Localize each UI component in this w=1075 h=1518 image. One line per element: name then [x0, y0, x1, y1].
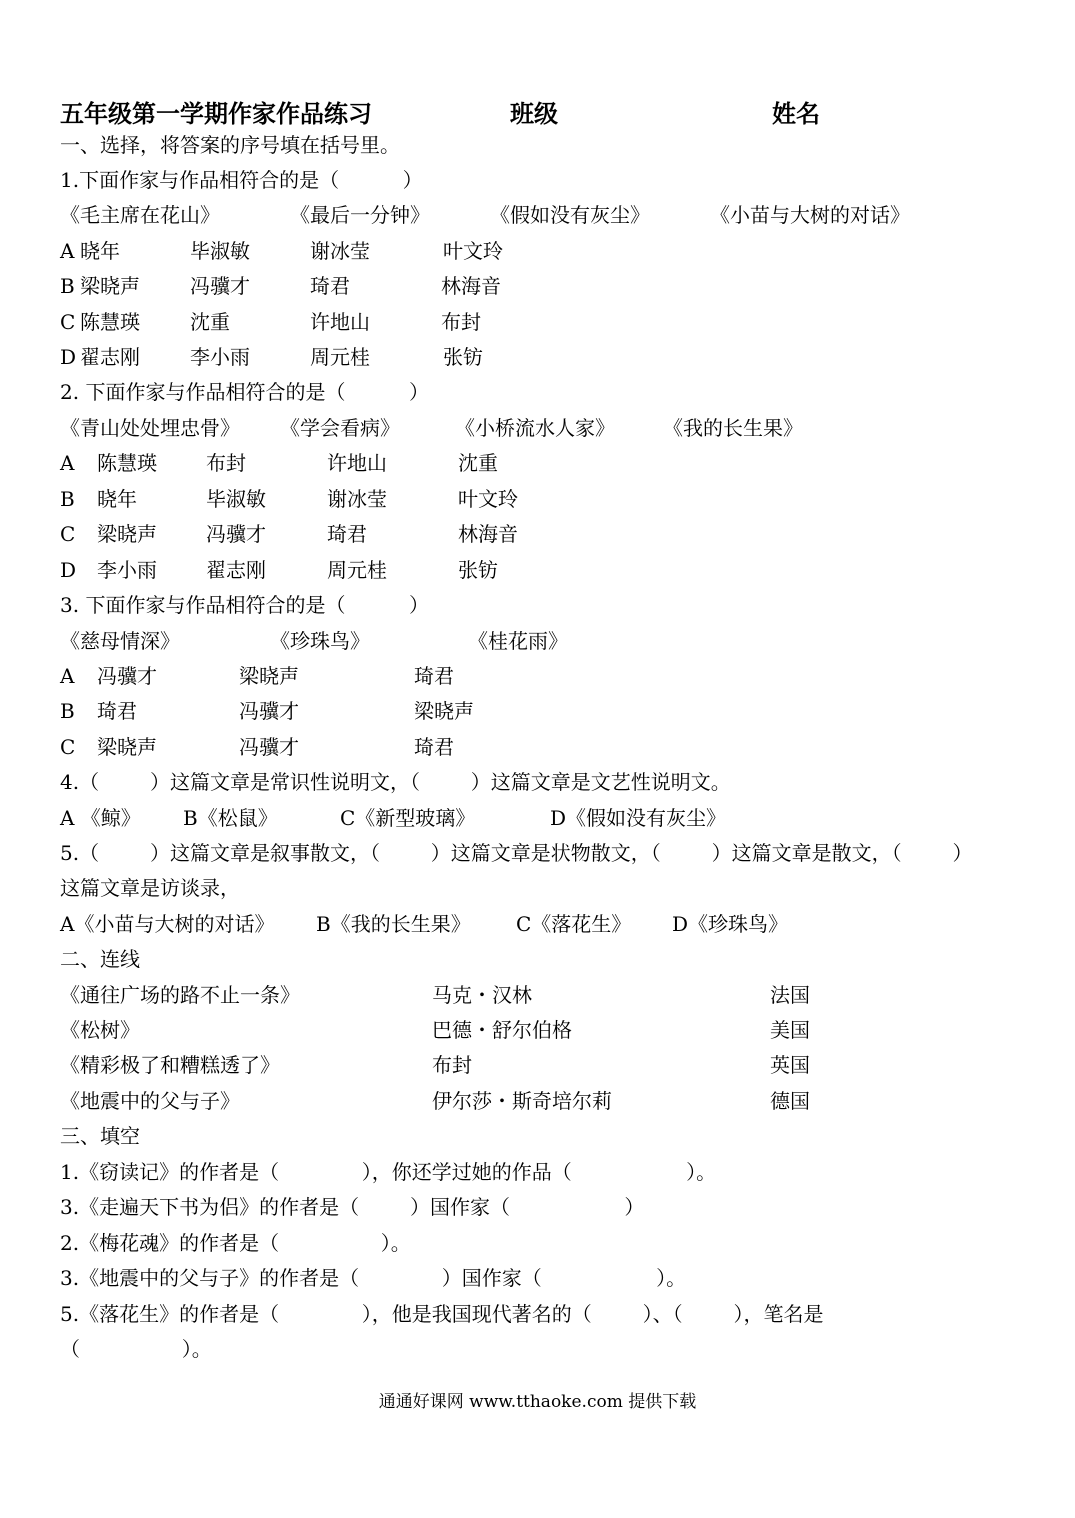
- q4-option: B《松鼠》: [183, 806, 278, 830]
- option-name: 李小雨: [190, 345, 250, 369]
- section2-heading: 二、连线: [60, 947, 140, 971]
- q1-work: 《毛主席在花山》: [60, 203, 220, 227]
- option-letter: A: [60, 451, 75, 475]
- section1-heading: 一、选择，将答案的序号填在括号里。: [60, 133, 400, 157]
- option-name: 张钫: [443, 345, 483, 369]
- q5-option: C《落花生》: [516, 912, 632, 936]
- matching-work: 《松树》: [60, 1018, 140, 1042]
- option-name: 陈慧瑛: [97, 451, 157, 475]
- option-name: 陈慧瑛: [80, 310, 140, 334]
- fill-blank-item: 3.《走遍天下书为侣》的作者是（ ）国作家（ ）: [60, 1195, 645, 1219]
- q4-option: A 《鲸》: [60, 806, 141, 830]
- q3-work: 《桂花雨》: [468, 629, 568, 653]
- fill-blank-item: 2.《梅花魂》的作者是（ ）。: [60, 1231, 411, 1255]
- option-name: 冯骥才: [190, 274, 250, 298]
- matching-author: 马克・汉林: [432, 983, 532, 1007]
- fill-blank-item-5-line2: （ ）。: [60, 1337, 212, 1361]
- q1-work: 《假如没有灰尘》: [490, 203, 650, 227]
- option-name: 梁晓声: [239, 664, 299, 688]
- matching-country: 德国: [770, 1089, 810, 1113]
- option-name: 叶文玲: [458, 487, 518, 511]
- q5-option: A《小苗与大树的对话》: [60, 912, 275, 936]
- option-name: 沈重: [458, 451, 498, 475]
- matching-author: 布封: [432, 1053, 472, 1077]
- option-letter: A: [60, 239, 75, 263]
- q2-work: 《青山处处埋忠骨》: [60, 416, 240, 440]
- option-name: 晓年: [80, 239, 120, 263]
- q5-option: B《我的长生果》: [316, 912, 471, 936]
- option-name: 周元桂: [310, 345, 370, 369]
- q4-option: D《假如没有灰尘》: [550, 806, 727, 830]
- option-name: 冯骥才: [97, 664, 157, 688]
- worksheet-title: 五年级第一学期作家作品练习: [60, 99, 372, 128]
- q5-option: D《珍珠鸟》: [672, 912, 789, 936]
- option-letter: B: [60, 487, 75, 511]
- option-letter: D: [60, 345, 77, 369]
- q5-stem-line1: 5.（ ）这篇文章是叙事散文，（ ）这篇文章是状物散文，（ ）这篇文章是散文，（ ）: [60, 841, 973, 865]
- matching-work: 《通往广场的路不止一条》: [60, 983, 300, 1007]
- option-name: 布封: [206, 451, 246, 475]
- option-name: 琦君: [414, 664, 454, 688]
- fill-blank-item: 3.《地震中的父与子》的作者是（ ）国作家（ ）。: [60, 1266, 687, 1290]
- matching-author: 伊尔莎・斯奇培尔莉: [432, 1089, 612, 1113]
- option-name: 毕淑敏: [206, 487, 266, 511]
- matching-country: 美国: [770, 1018, 810, 1042]
- option-name: 翟志刚: [206, 558, 266, 582]
- matching-work: 《精彩极了和糟糕透了》: [60, 1053, 280, 1077]
- q1-work: 《小苗与大树的对话》: [710, 203, 910, 227]
- q2-work: 《我的长生果》: [663, 416, 803, 440]
- option-name: 冯骥才: [206, 522, 266, 546]
- option-letter: A: [60, 664, 75, 688]
- q2-work: 《学会看病》: [280, 416, 400, 440]
- q4-stem: 4.（ ）这篇文章是常识性说明文，（ ）这篇文章是文艺性说明文。: [60, 770, 731, 794]
- fill-blank-item: 1.《窃读记》的作者是（ ），你还学过她的作品（ ）。: [60, 1160, 717, 1184]
- section3-heading: 三、填空: [60, 1124, 140, 1148]
- class-label: 班级: [510, 99, 558, 128]
- q5-stem-line2: 这篇文章是访谈录，: [60, 876, 240, 900]
- option-letter: B: [60, 274, 75, 298]
- q2-work: 《小桥流水人家》: [455, 416, 615, 440]
- q4-option: C《新型玻璃》: [340, 806, 476, 830]
- option-name: 谢冰莹: [310, 239, 370, 263]
- option-name: 梁晓声: [414, 699, 474, 723]
- option-name: 琦君: [327, 522, 367, 546]
- matching-country: 法国: [770, 983, 810, 1007]
- option-name: 冯骥才: [239, 699, 299, 723]
- option-name: 许地山: [327, 451, 387, 475]
- option-name: 梁晓声: [97, 735, 157, 759]
- option-letter: D: [60, 558, 77, 582]
- option-name: 晓年: [97, 487, 137, 511]
- matching-work: 《地震中的父与子》: [60, 1089, 240, 1113]
- q1-work: 《最后一分钟》: [290, 203, 430, 227]
- option-name: 毕淑敏: [190, 239, 250, 263]
- q3-work: 《珍珠鸟》: [270, 629, 370, 653]
- option-name: 布封: [441, 310, 481, 334]
- option-name: 叶文玲: [443, 239, 503, 263]
- q1-stem: 1.下面作家与作品相符合的是（ ）: [60, 168, 423, 192]
- option-name: 琦君: [97, 699, 137, 723]
- option-name: 张钫: [458, 558, 498, 582]
- option-name: 林海音: [441, 274, 501, 298]
- option-name: 冯骥才: [239, 735, 299, 759]
- option-name: 翟志刚: [80, 345, 140, 369]
- option-name: 周元桂: [327, 558, 387, 582]
- q3-work: 《慈母情深》: [60, 629, 180, 653]
- option-letter: C: [60, 735, 76, 759]
- option-name: 梁晓声: [97, 522, 157, 546]
- matching-country: 英国: [770, 1053, 810, 1077]
- option-name: 林海音: [458, 522, 518, 546]
- footer-credit: 通通好课网 www.tthaoke.com 提供下载: [378, 1392, 697, 1412]
- option-letter: C: [60, 522, 76, 546]
- matching-author: 巴德・舒尔伯格: [432, 1018, 572, 1042]
- option-name: 琦君: [310, 274, 350, 298]
- option-name: 许地山: [310, 310, 370, 334]
- q3-stem: 3. 下面作家与作品相符合的是（ ）: [60, 593, 430, 617]
- q2-stem: 2. 下面作家与作品相符合的是（ ）: [60, 380, 430, 404]
- option-name: 琦君: [414, 735, 454, 759]
- fill-blank-item-5-line1: 5.《落花生》的作者是（ ），他是我国现代著名的（ ）、（ ），笔名是: [60, 1302, 824, 1326]
- name-label: 姓名: [772, 99, 820, 128]
- option-name: 李小雨: [97, 558, 157, 582]
- option-name: 沈重: [190, 310, 230, 334]
- option-letter: B: [60, 699, 75, 723]
- option-letter: C: [60, 310, 76, 334]
- option-name: 梁晓声: [80, 274, 140, 298]
- option-name: 谢冰莹: [327, 487, 387, 511]
